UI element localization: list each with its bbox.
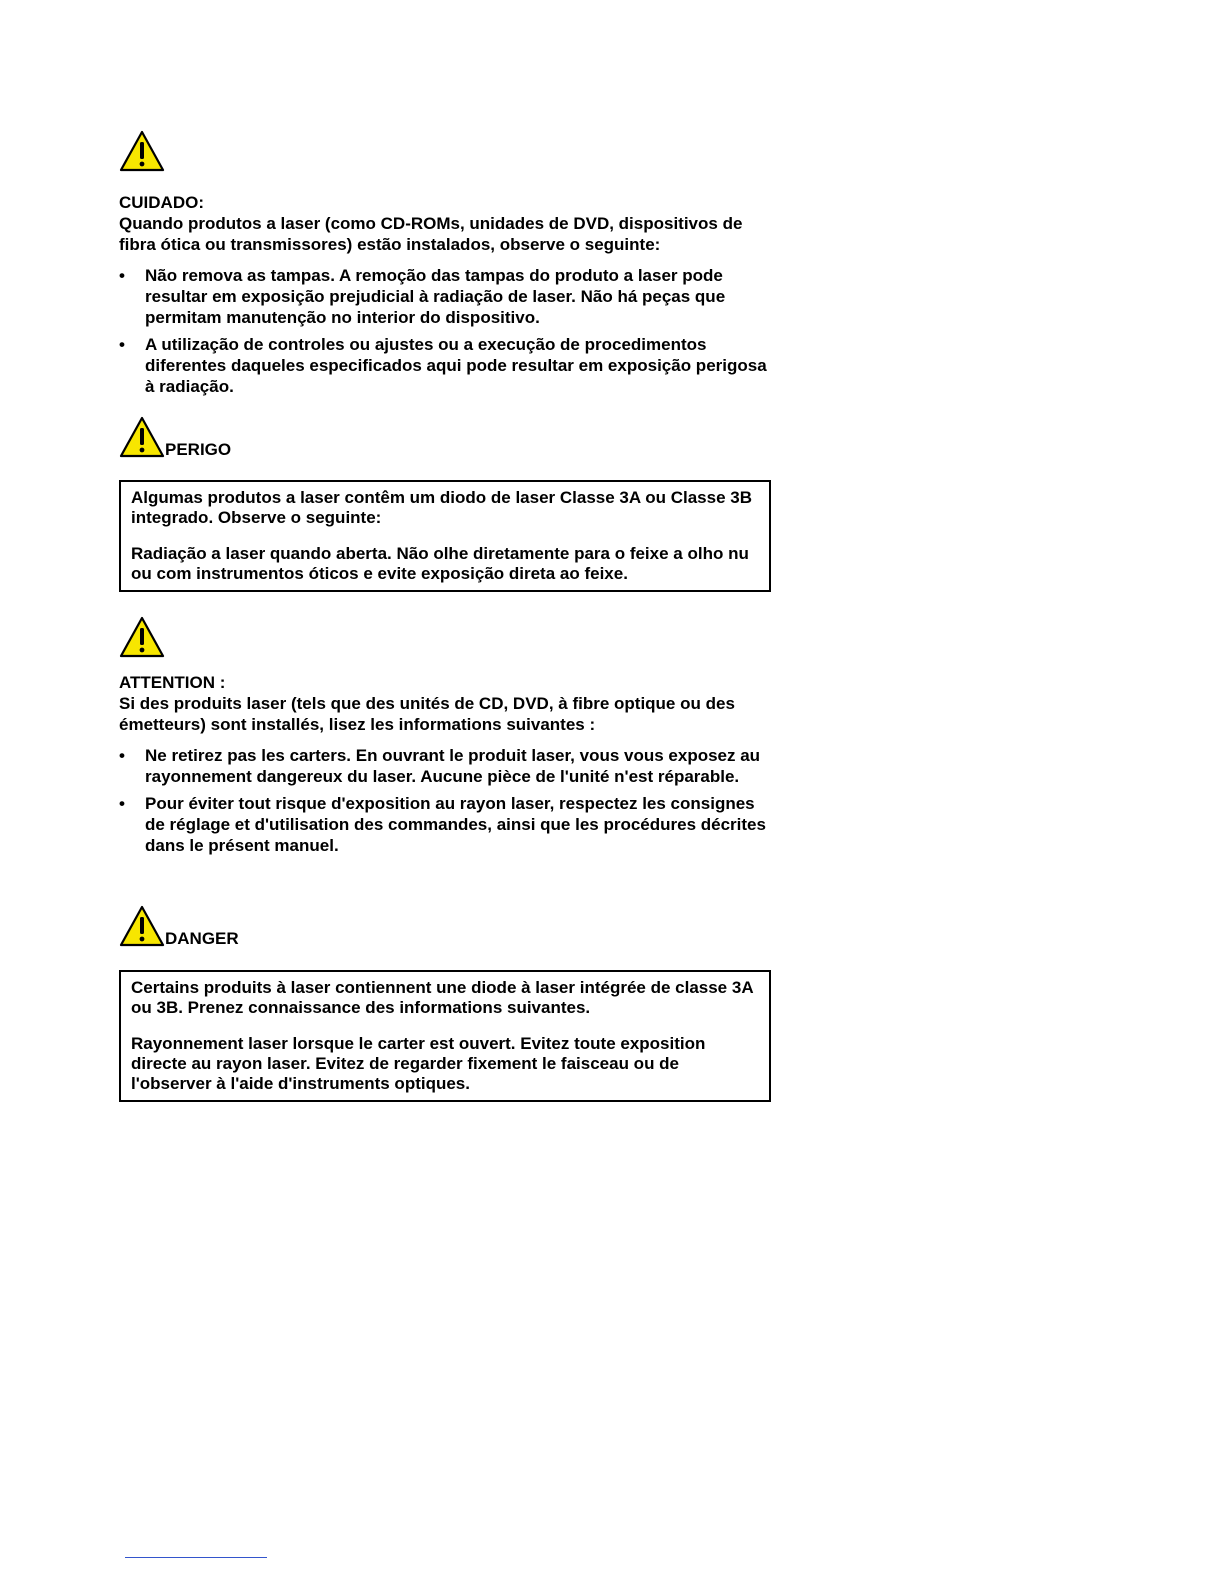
bullet-icon: • xyxy=(119,335,125,354)
bullet-icon: • xyxy=(119,794,125,813)
caution-fr-list xyxy=(119,745,779,856)
warning-triangle-icon xyxy=(119,130,165,172)
list-item-text: A utilização de controles ou ajustes ou a execução de procedimentos diferentes daqueles especificados aqui pode resultar em exposição perigosa à radiação. xyxy=(145,335,767,396)
danger-fr-paragraph: Certains produits à laser contiennent une diode à laser intégrée de classe 3A ou 3B. Prenez connaissance des informations suivantes. xyxy=(131,978,753,1017)
warning-triangle-icon xyxy=(119,416,165,458)
list-item xyxy=(119,745,779,787)
danger-fr-label: DANGER xyxy=(165,929,239,948)
caution-fr-heading: ATTENTION : xyxy=(119,673,226,692)
danger-fr-paragraph: Rayonnement laser lorsque le carter est ouvert. Evitez toute exposition directe au rayon laser. Evitez de regarder fixement le faisceau ou de l'observer à l'aide d'instruments optiques. xyxy=(131,1034,706,1093)
caution-fr-section xyxy=(119,616,779,862)
list-item xyxy=(119,265,779,328)
bullet-icon: • xyxy=(119,746,125,765)
footer-rule xyxy=(125,1557,267,1558)
caution-fr-intro: Si des produits laser (tels que des unités de CD, DVD, à fibre optique ou des émetteurs) sont installés, lisez les informations suivantes : xyxy=(119,694,735,734)
danger-pt-header xyxy=(119,416,231,458)
caution-pt-intro: Quando produtos a laser (como CD-ROMs, unidades de DVD, dispositivos de fibra ótica ou transmissores) estão instalados, observe o seguinte: xyxy=(119,214,743,254)
warning-triangle-icon xyxy=(119,616,165,658)
danger-pt-box xyxy=(119,480,771,592)
list-item xyxy=(119,793,779,856)
list-item-text: Não remova as tampas. A remoção das tampas do produto a laser pode resultar em exposição prejudicial à radiação de laser. Não há peças que permitam manutenção no interior do dispositivo. xyxy=(145,266,726,327)
bullet-icon: • xyxy=(119,266,125,285)
danger-fr-box xyxy=(119,970,771,1102)
list-item-text: Ne retirez pas les carters. En ouvrant le produit laser, vous vous exposez au rayonnement dangereux du laser. Aucune pièce de l'unité n'est réparable. xyxy=(145,746,761,786)
list-item-text: Pour éviter tout risque d'exposition au rayon laser, respectez les consignes de réglage et d'utilisation des commandes, ainsi que les procédures décrites dans le présent manuel. xyxy=(145,794,766,855)
danger-pt-paragraph: Radiação a laser quando aberta. Não olhe diretamente para o feixe a olho nu ou com instrumentos óticos e evite exposição direta ao feixe. xyxy=(131,544,749,583)
caution-pt-heading: CUIDADO: xyxy=(119,193,204,212)
list-item xyxy=(119,334,779,397)
caution-pt-section xyxy=(119,130,779,403)
danger-fr-header xyxy=(119,905,239,947)
warning-triangle-icon xyxy=(119,905,165,947)
danger-pt-label: PERIGO xyxy=(165,440,232,459)
danger-pt-paragraph: Algumas produtos a laser contêm um diodo de laser Classe 3A ou Classe 3B integrado. Observe o seguinte: xyxy=(131,488,752,527)
caution-pt-list xyxy=(119,265,779,397)
